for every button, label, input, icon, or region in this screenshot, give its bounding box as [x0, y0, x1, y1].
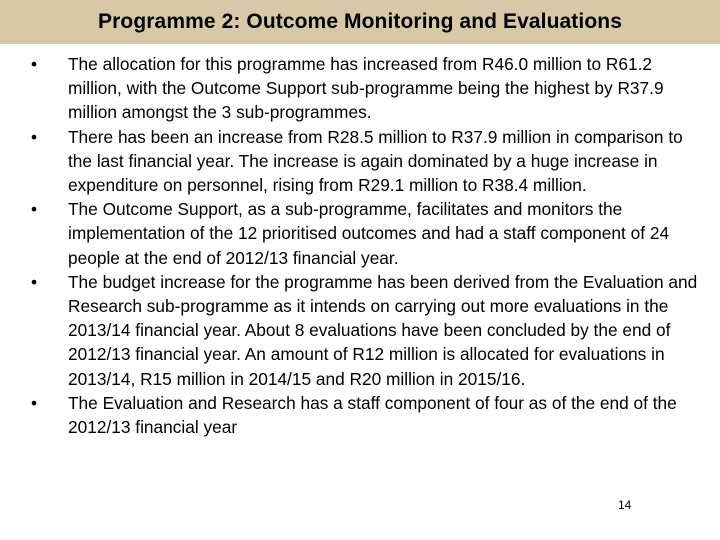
- bullet-item: [28, 270, 698, 391]
- slide-title: Programme 2: Outcome Monitoring and Evaluations: [98, 10, 622, 33]
- bullet-text: The budget increase for the programme has been derived from the Evaluation and Research sub-programme as it intends on carrying out more evaluations in the 2013/14 financial year. About 8 evaluations have been concluded by the end of 2012/13 financial year. An amount of R12 million is allocated for evaluations in 2013/14, R15 million in 2014/15 and R20 million in 2015/16.: [68, 271, 698, 389]
- bullet-text: The Evaluation and Research has a staff component of four as of the end of the 2012/13 financial year: [68, 392, 677, 438]
- bullet-mark: •: [30, 126, 38, 147]
- title-bar: [0, 0, 720, 44]
- bullet-mark: •: [30, 54, 38, 74]
- bullet-text: The Outcome Support, as a sub-programme, facilitates and monitors the implementation of the 12 prioritised outcomes and had a staff component of 24 people at the end of 2012/13 financial year.: [68, 199, 670, 268]
- bullet-mark: •: [30, 199, 38, 220]
- page-number: 14: [618, 498, 632, 512]
- bullet-item: [28, 52, 698, 125]
- bullet-item: [28, 197, 698, 270]
- bullet-mark: •: [30, 392, 38, 413]
- bullet-text: The allocation for this programme has increased from R46.0 million to R61.2 million, with the Outcome Support sub-programme being the highest by R37.9 million amongst the 3 sub-programmes.: [68, 54, 664, 123]
- bullet-list: [28, 52, 698, 439]
- bullet-mark: •: [30, 271, 38, 292]
- bullet-item: [28, 391, 698, 439]
- bullet-text: There has been an increase from R28.5 million to R37.9 million in comparison to the last financial year. The increase is again dominated by a huge increase in expenditure on personnel, rising from R29.1 million to R38.4 million.: [68, 126, 683, 196]
- bullet-item: [28, 125, 698, 198]
